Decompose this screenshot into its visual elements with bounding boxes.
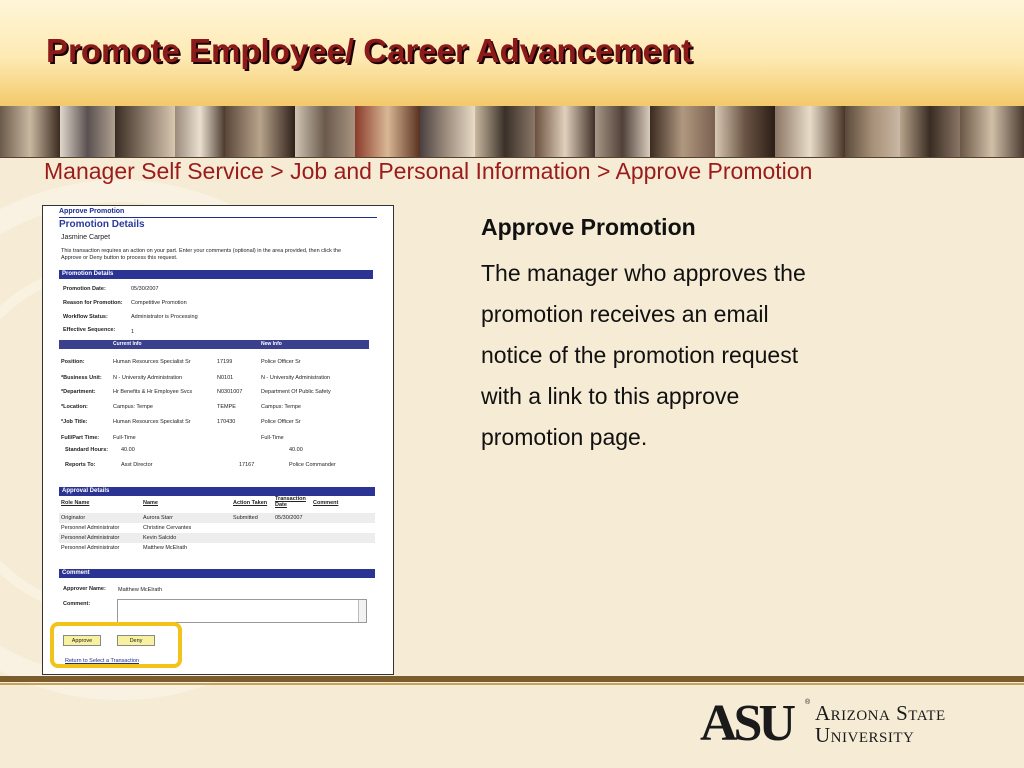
photo-tile (900, 106, 960, 158)
photo-tile (295, 106, 355, 158)
description-line: with a link to this approve (481, 383, 740, 409)
description-body (481, 253, 921, 458)
photo-tile (595, 106, 650, 158)
info-header-bar (59, 340, 369, 349)
workflow-label-text: Workflow Status: (63, 314, 108, 320)
detail-code: TEMPE (217, 404, 236, 410)
comment-bar: Comment (59, 569, 375, 578)
photo-tile (650, 106, 715, 158)
detail-label: *Business Unit: (61, 375, 102, 381)
detail-new: Campus: Tempe (261, 404, 301, 410)
approval-row (59, 513, 375, 523)
effseq-value: 1 (131, 329, 135, 335)
detail-new: Police Officer Sr (261, 359, 301, 365)
detail-current: Human Resources Specialist Sr (113, 359, 191, 365)
reports-to-new: Police Commander (289, 462, 336, 468)
detail-current: Full-Time (113, 435, 136, 441)
approval-row (59, 533, 375, 543)
asu-logo-mark: ASU (700, 695, 793, 752)
std-hours-current: 40.00 (121, 447, 135, 453)
detail-current: Human Resources Specialist Sr (113, 419, 191, 425)
detail-code: 170430 (217, 419, 236, 425)
detail-current: N - University Administration (113, 375, 183, 381)
current-info-heading: Current Info (113, 341, 142, 347)
approver-label (63, 586, 106, 592)
detail-label: Position: (61, 359, 85, 365)
comment-scrollbar[interactable] (358, 600, 366, 622)
photo-tile (60, 106, 115, 158)
photo-tile (535, 106, 595, 158)
page-title: Promotion Details (59, 219, 145, 230)
description-line: promotion page. (481, 424, 648, 450)
description-line: The manager who approves the (481, 260, 806, 286)
comment-textarea[interactable] (117, 599, 367, 623)
promotion-date-value: 05/30/2007 (131, 286, 159, 292)
std-hours-new: 40.00 (289, 447, 303, 453)
detail-label: Full/Part Time: (61, 435, 100, 441)
photo-tile (960, 106, 1024, 158)
reports-to-code: 17167 (239, 462, 255, 468)
promotion-date-label: Promotion Date: (63, 286, 106, 292)
std-hours-label (65, 447, 108, 453)
comment-label (63, 601, 90, 607)
detail-code: 17199 (217, 359, 233, 365)
instructions-text: This transaction requires an action on your part. Enter your comments (optional) in the area provided, then click the Approve or Deny button to process this request. (61, 248, 342, 261)
logo-name-line1: Arizona State (815, 701, 946, 725)
reason-label-text: Reason for Promotion: (63, 300, 123, 306)
approval-cell-name: Matthew McElrath (143, 545, 188, 551)
photo-tile (175, 106, 225, 158)
breadcrumb: Manager Self Service > Job and Personal Information > Approve Promotion (44, 158, 813, 184)
reason-label (63, 300, 123, 306)
approval-details-bar: Approval Details (59, 487, 375, 496)
description-line: notice of the promotion request (481, 342, 799, 368)
approval-column-header[interactable]: Transaction Date (275, 496, 306, 508)
description-line: promotion receives an email (481, 301, 769, 327)
reports-to-label-text: Reports To: (65, 462, 96, 468)
photo-tile (845, 106, 900, 158)
workflow-label (63, 314, 108, 320)
approval-row (59, 543, 375, 553)
description-title: Approve Promotion (481, 214, 696, 240)
slide-title: Promote Employee/ Career Advancement (46, 32, 693, 69)
approver-label-text: Approver Name: (63, 586, 106, 592)
approver-name: Matthew McElrath (118, 587, 163, 593)
approve-button[interactable]: Approve (63, 635, 101, 646)
comment-label-text: Comment: (63, 601, 91, 607)
detail-new: N - University Administration (261, 375, 331, 381)
reports-to-label (65, 462, 95, 468)
asu-logo-name (815, 702, 946, 746)
detail-label: *Department: (61, 389, 96, 395)
approval-column-header[interactable]: Comment (313, 500, 339, 506)
photo-strip (0, 106, 1024, 158)
approval-cell-name: Aurora Starr (143, 515, 173, 521)
approval-cell-role: Originator (61, 515, 86, 521)
approval-column-header[interactable]: Role Name (61, 500, 90, 506)
approval-column-header[interactable]: Action Taken (233, 500, 268, 506)
return-to-select-link[interactable]: Return to Select a Transaction (65, 658, 139, 664)
detail-new: Department Of Public Safety (261, 389, 331, 395)
divider (59, 217, 377, 218)
detail-current: Campus: Tempe (113, 404, 153, 410)
detail-label: *Location: (61, 404, 88, 410)
effseq-label (63, 327, 115, 333)
employee-name: Jasmine Carpet (61, 234, 111, 241)
approval-cell-action: Submitted (233, 515, 258, 521)
detail-code: N0101 (217, 375, 234, 381)
approval-cell-name: Christine Cervantes (143, 525, 192, 531)
promotion-date-row (63, 286, 106, 292)
detail-new: Full-Time (261, 435, 284, 441)
promotion-details-bar: Promotion Details (59, 270, 373, 279)
photo-tile (225, 106, 295, 158)
registered-mark: ® (805, 699, 811, 706)
detail-current: Hr Benefits & Hr Employee Svcs (113, 389, 193, 395)
deny-button[interactable]: Deny (117, 635, 155, 646)
std-hours-label-text: Standard Hours: (65, 447, 109, 453)
approval-cell-name: Kevin Salcido (143, 535, 177, 541)
detail-code: N0301007 (217, 389, 243, 395)
new-info-heading: New Info (261, 341, 282, 347)
buttons-highlight (50, 622, 182, 668)
approval-cell-role: Personnel Administrator (61, 535, 120, 541)
approval-cell-role: Personnel Administrator (61, 525, 120, 531)
approve-promotion-screenshot (42, 205, 394, 675)
footer-rule-thin (0, 683, 1024, 685)
screen-crumb[interactable]: Approve Promotion (59, 208, 125, 215)
workflow-value: Administrator is Processing (131, 314, 198, 320)
footer-rule (0, 676, 1024, 682)
photo-tile (475, 106, 535, 158)
photo-tile (355, 106, 420, 158)
photo-tile (115, 106, 175, 158)
effseq-label-text: Effective Sequence: (63, 327, 116, 333)
approval-cell-date: 05/30/2007 (275, 515, 303, 521)
detail-label: *Job Title: (61, 419, 88, 425)
photo-tile (715, 106, 775, 158)
approval-column-header[interactable]: Name (143, 500, 158, 506)
photo-tile (420, 106, 475, 158)
detail-new: Police Officer Sr (261, 419, 301, 425)
photo-tile (775, 106, 845, 158)
approval-cell-role: Personnel Administrator (61, 545, 120, 551)
logo-name-line2: University (815, 723, 915, 747)
photo-tile (0, 106, 60, 158)
reason-value: Competitive Promotion (131, 300, 187, 306)
approval-row (59, 523, 375, 533)
reports-to-current: Asst Director (121, 462, 153, 468)
